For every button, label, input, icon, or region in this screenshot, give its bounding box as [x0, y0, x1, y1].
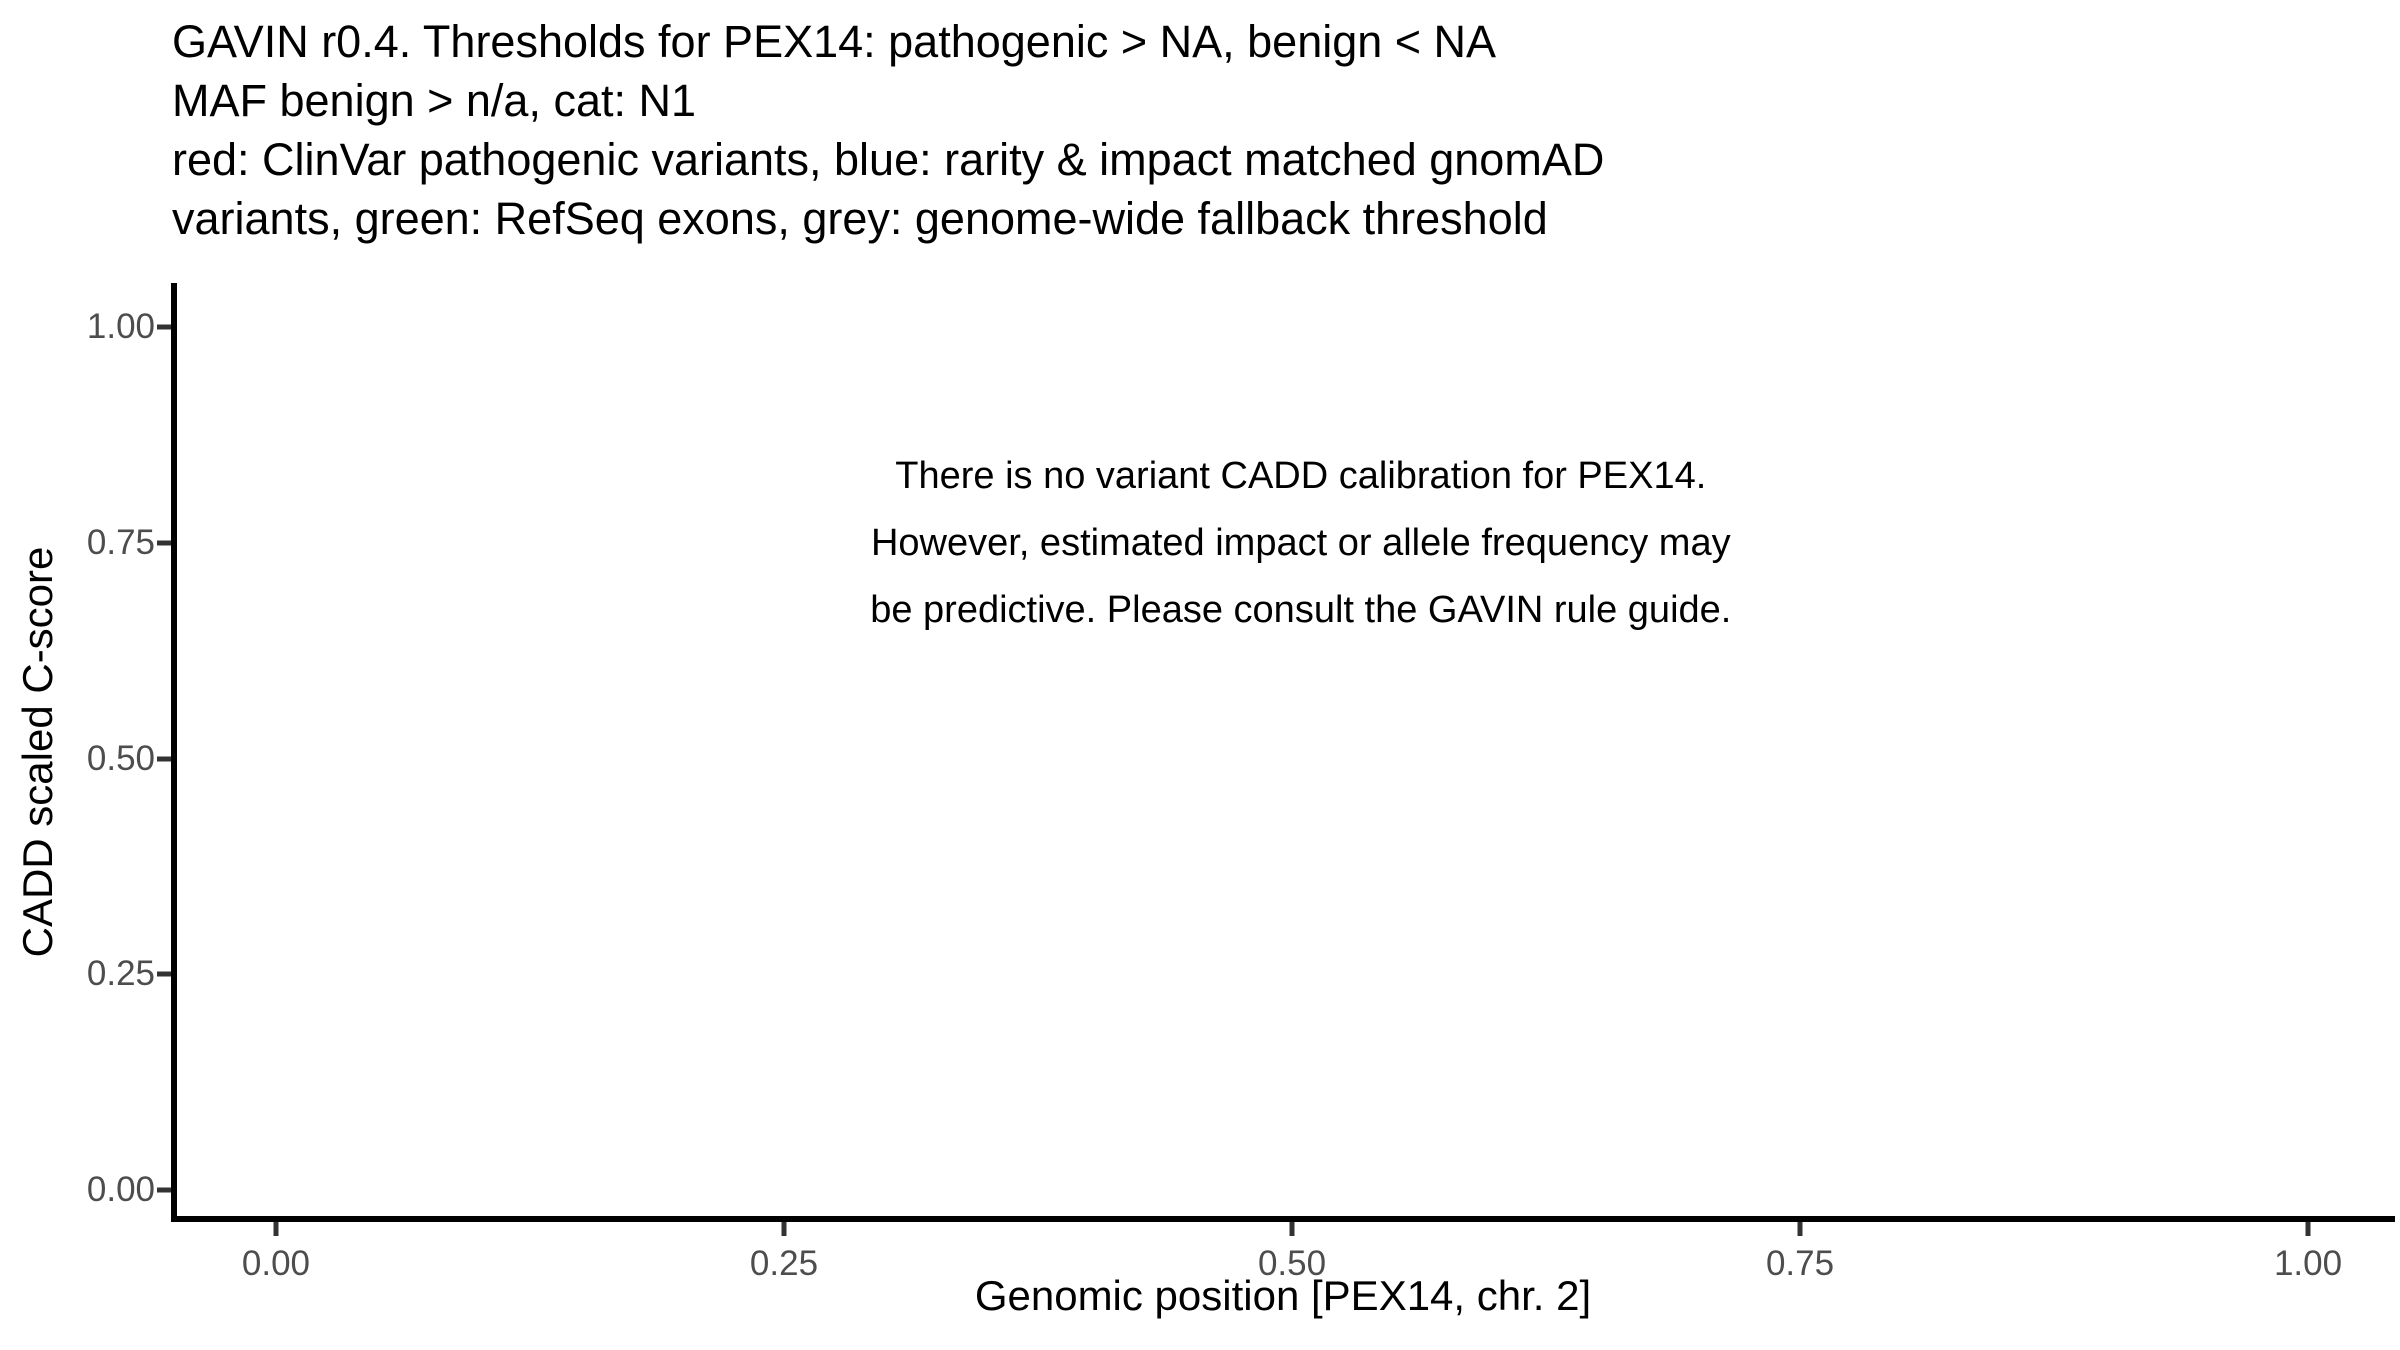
annotation-line-3: be predictive. Please consult the GAVIN rule guide. — [870, 589, 1732, 631]
y-tick-label: 0.75 — [86, 522, 155, 562]
x-tick-mark — [273, 1222, 278, 1236]
annotation-line-2: However, estimated impact or allele frequency may — [870, 522, 1731, 564]
y-tick-mark — [157, 325, 171, 330]
panel-annotation — [870, 443, 1731, 644]
chart-title-line-4: variants, green: RefSeq exons, grey: genome-wide fallback threshold — [172, 193, 1548, 244]
plot-panel — [86, 283, 2395, 1283]
y-tick-mark — [157, 540, 171, 545]
chart-title-line-2: MAF benign > n/a, cat: N1 — [172, 75, 697, 126]
y-axis-title: CADD scaled C-score — [14, 546, 61, 958]
x-tick-mark — [781, 1222, 786, 1236]
x-tick-mark — [2306, 1222, 2311, 1236]
x-tick-label: 0.00 — [241, 1244, 311, 1283]
y-tick-label: 0.00 — [86, 1170, 155, 1210]
annotation-line-1: There is no variant CADD calibration for PEX14. — [895, 455, 1707, 497]
x-tick-mark — [1798, 1222, 1803, 1236]
y-tick-mark — [157, 1188, 171, 1193]
chart-title-line-3: red: ClinVar pathogenic variants, blue: rarity & impact matched gnomAD — [172, 134, 1605, 185]
x-tick-label: 0.50 — [1257, 1244, 1327, 1283]
x-tick-label: 0.25 — [749, 1244, 819, 1283]
chart-title — [172, 12, 1604, 248]
y-tick-label: 0.50 — [86, 738, 155, 778]
x-tick-label: 1.00 — [2273, 1244, 2343, 1283]
x-tick-label: 0.75 — [1765, 1244, 1835, 1283]
y-tick-mark — [157, 972, 171, 977]
y-tick-label: 0.25 — [86, 954, 155, 994]
y-tick-mark — [157, 756, 171, 761]
x-tick-mark — [1290, 1222, 1295, 1236]
chart-title-line-1: GAVIN r0.4. Thresholds for PEX14: pathogenic > NA, benign < NA — [172, 16, 1497, 67]
x-axis-line — [171, 1216, 2395, 1222]
x-axis-title: Genomic position [PEX14, chr. 2] — [974, 1272, 1592, 1319]
y-axis-line — [171, 283, 177, 1222]
y-tick-label: 1.00 — [86, 307, 155, 347]
